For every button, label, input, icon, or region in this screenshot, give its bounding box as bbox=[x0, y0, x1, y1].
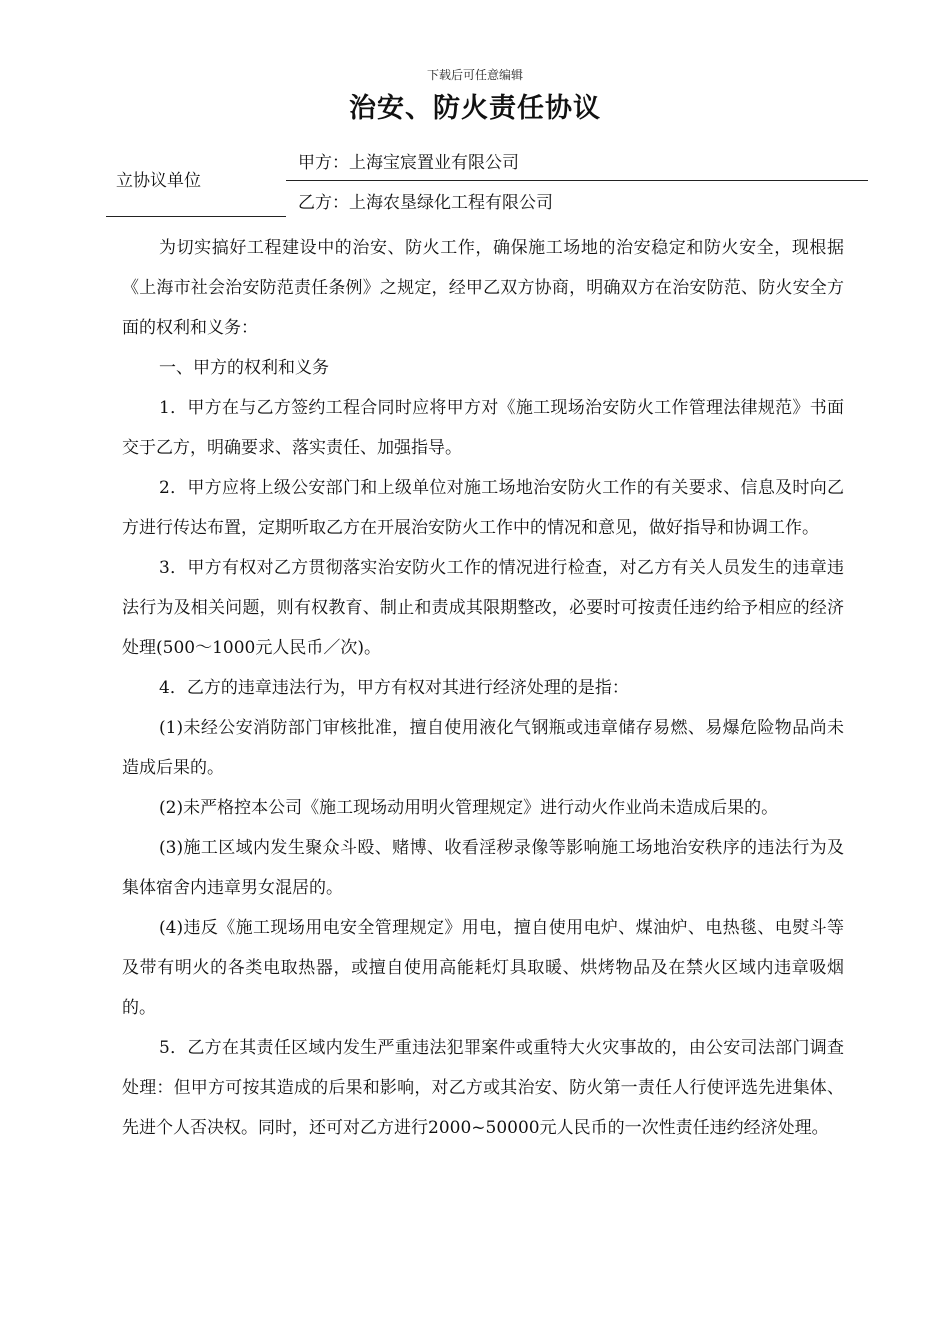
label-underline bbox=[106, 216, 286, 217]
clause-4-item-2: (2)未严格控本公司《施工现场动用明火管理规定》进行动火作业尚未造成后果的。 bbox=[159, 798, 779, 818]
clause-4-item-3: (3)施工区域内发生聚众斗殴、赌博、收看淫秽录像等影响施工场地治安秩序的违法行为及集体宿舍内违章男女混居的。 bbox=[122, 838, 844, 898]
party-a: 甲方：上海宝宸置业有限公司 bbox=[298, 153, 519, 173]
clause-1: 1．甲方在与乙方签约工程合同时应将甲方对《施工现场治安防火工作管理法律规范》书面交于乙方，明确要求、落实责任、加强指导。 bbox=[122, 398, 844, 458]
clause-5: 5．乙方在其责任区域内发生严重违法犯罪案件或重特大火灾事故的，由公安司法部门调查处理：但甲方可按其造成的后果和影响，对乙方或其治安、防火第一责任人行使评选先进集体、先进个人否决权。同时，还可对乙方进行2000~50000元人民币的一次性责任违约经济处理。 bbox=[122, 1038, 844, 1138]
party-b: 乙方：上海农垦绿化工程有限公司 bbox=[298, 193, 553, 213]
clause-4-item-1: (1)未经公安消防部门审核批准，擅自使用液化气钢瓶或违章储存易燃、易爆危险物品尚未造成后果的。 bbox=[122, 718, 844, 778]
contracting-units-label: 立协议单位 bbox=[116, 171, 201, 191]
agreement-body bbox=[122, 228, 844, 1148]
clause-4: 4．乙方的违章违法行为，甲方有权对其进行经济处理的是指： bbox=[159, 678, 629, 698]
parties-block bbox=[106, 142, 868, 218]
intro-paragraph: 为切实搞好工程建设中的治安、防火工作，确保施工场地的治安稳定和防火安全，现根据《上海市社会治安防范责任条例》之规定，经甲乙双方协商，明确双方在治安防范、防火安全方面的权利和义务： bbox=[122, 238, 844, 338]
clause-4-item-4: (4)违反《施工现场用电安全管理规定》用电，擅自使用电炉、煤油炉、电热毯、电熨斗等及带有明火的各类电取热器，或擅自使用高能耗灯具取暖、烘烤物品及在禁火区域内违章吸烟的。 bbox=[122, 918, 844, 1018]
download-note: 下载后可任意编辑 bbox=[426, 68, 523, 82]
document-title: 治安、防火责任协议 bbox=[349, 93, 601, 124]
section-heading: 一、甲方的权利和义务 bbox=[159, 358, 329, 378]
clause-3: 3．甲方有权对乙方贯彻落实治安防火工作的情况进行检查，对乙方有关人员发生的违章违法行为及相关问题，则有权教育、制止和责成其限期整改，必要时可按责任违约给予相应的经济处理(500～1000元人民币／次)。 bbox=[122, 558, 844, 658]
clause-2: 2．甲方应将上级公安部门和上级单位对施工场地治安防火工作的有关要求、信息及时向乙方进行传达布置，定期听取乙方在开展治安防火工作中的情况和意见，做好指导和协调工作。 bbox=[122, 478, 844, 538]
party-divider bbox=[286, 180, 868, 181]
